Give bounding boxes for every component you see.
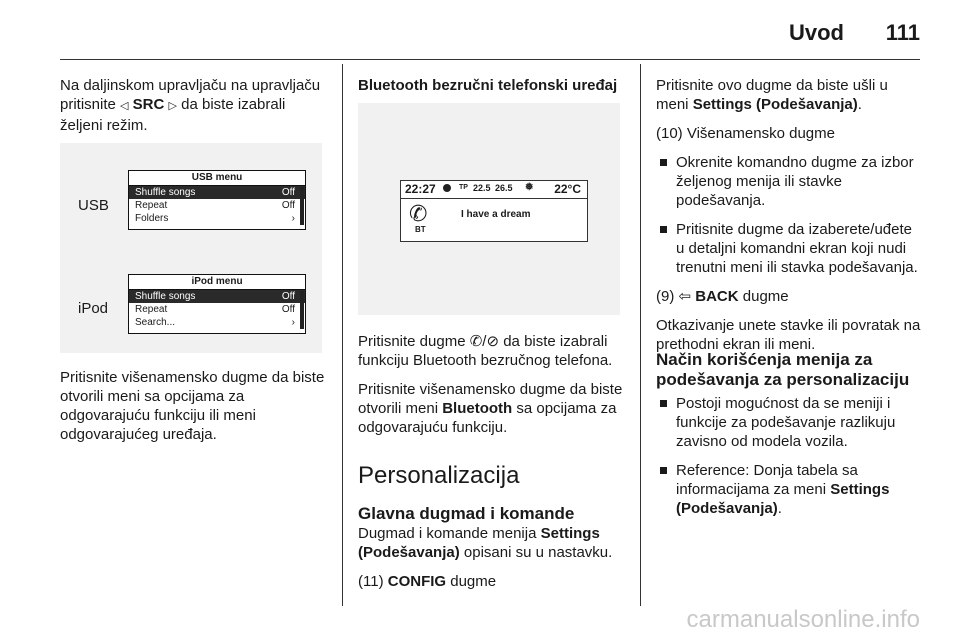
usb-label: USB — [78, 197, 109, 214]
bt-label: BT — [415, 225, 426, 234]
ipod-label: iPod — [78, 300, 109, 317]
usb-menu-row[interactable]: Folders › — [135, 213, 295, 224]
page-number: 111 — [885, 20, 920, 45]
watermark: carmanualsonline.info — [686, 606, 920, 633]
usb-menu-scrollbar — [300, 187, 304, 225]
bullet-square-icon — [660, 400, 667, 407]
bt-song-title: I have a dream — [461, 209, 531, 220]
phone-mute-icon: ✆/⊘ — [469, 333, 500, 350]
column-divider-2 — [640, 64, 641, 606]
bullet-square-icon — [660, 226, 667, 233]
next-arrow-icon: ▷ — [168, 100, 177, 112]
ipod-menu-row[interactable]: Shuffle songs Off — [129, 290, 305, 303]
col1-intro — [60, 76, 330, 145]
col3-subsection-heading: Način korišćenja menija za podešavanja za personalizaciju — [656, 350, 910, 389]
temp-left: 22.5 — [473, 183, 491, 193]
running-header-title: Uvod — [789, 20, 844, 45]
intro-text-a: Na daljinskom upravljaču na upravljaču pritisnite — [60, 77, 321, 113]
bullet-square-icon — [660, 159, 667, 166]
header-rule — [60, 59, 920, 60]
bullet-item: Okrenite komandno dugme za izbor željenog menija ili stavke podešavanja. — [656, 153, 922, 210]
bt-status-bar — [401, 181, 587, 199]
record-icon — [443, 184, 451, 192]
col3-body: Pritisnite ovo dugme da biste ušli u meni Settings (Podešavanja). (10) Višenamensko dugme Okrenite komandno dugme za izbor željenog menija ili stavke podešavanja. Pritisnite dugme da izaberete/uđete u detaljni komandni ekran koji nudi trenutni meni ili stavka podešavanja. (9) ⇦ BACK dugme Otkazivanje unete stavke ili povratak na prethodni ekran ili meni. — [656, 77, 921, 353]
outside-temp: 22°C — [554, 182, 581, 196]
prev-arrow-icon: ◁ — [120, 100, 129, 112]
bullet-item: Postoji mogućnost da se meniji i funkcije za podešavanje razlikuju zavisno od modela vozila. — [656, 394, 922, 451]
col1-para2: Pritisnite višenamensko dugme da biste otvorili meni sa opcijama za odgovarajuću funkciju ili meni odgovarajućeg uređaja. — [60, 369, 325, 443]
fan-icon: ❅ — [525, 182, 534, 193]
ipod-menu-scrollbar — [300, 291, 304, 329]
ipod-menu-row[interactable]: Repeat Off — [135, 304, 295, 315]
clock: 22:27 — [405, 182, 436, 196]
subsection-heading: Glavna dugmad i komande — [358, 504, 575, 523]
menu-figure — [60, 143, 322, 353]
bt-display — [400, 180, 588, 242]
bullet-item: Reference: Donja tabela sa informacijama za meni Settings (Podešavanja). — [656, 461, 922, 518]
usb-menu — [128, 170, 306, 230]
src-label: SRC — [132, 96, 165, 113]
section-heading: Personalizacija — [358, 462, 520, 489]
intro-text-b: da biste izabrali željeni režim. — [60, 96, 286, 134]
bullet-square-icon — [660, 467, 667, 474]
usb-menu-row[interactable]: Shuffle songs Off — [129, 186, 305, 199]
column-divider-1 — [342, 64, 343, 606]
usb-menu-row[interactable]: Repeat Off — [135, 200, 295, 211]
tp-indicator: TP — [459, 184, 468, 191]
back-arrow-icon: ⇦ — [678, 288, 692, 305]
ipod-menu-row[interactable]: Search... › — [135, 317, 295, 328]
col2-body: Pritisnite dugme ✆/⊘ da biste izabrali funkciju Bluetooth bezručnog telefona. Pritisnite višenamensko dugme da biste otvorili meni Bluetooth sa opcijama za odgovarajuću funkciju. — [358, 333, 623, 436]
bt-heading: Bluetooth bezručni telefonski uređaj — [358, 77, 618, 94]
col2-body-2: Dugmad i komande menija Settings (Podešavanja) opisani su u nastavku. (11) CONFIG dugme — [358, 525, 613, 590]
phone-icon: ✆ — [409, 201, 428, 226]
col3-bullets — [656, 394, 922, 528]
usb-menu-title: USB menu — [129, 171, 305, 186]
temp-right: 26.5 — [495, 183, 513, 193]
ipod-menu-title: iPod menu — [129, 275, 305, 290]
bullet-item: Pritisnite dugme da izaberete/uđete u detaljni komandni ekran koji nudi trenutni meni ili stavka podešavanja. — [656, 220, 922, 277]
ipod-menu — [128, 274, 306, 334]
